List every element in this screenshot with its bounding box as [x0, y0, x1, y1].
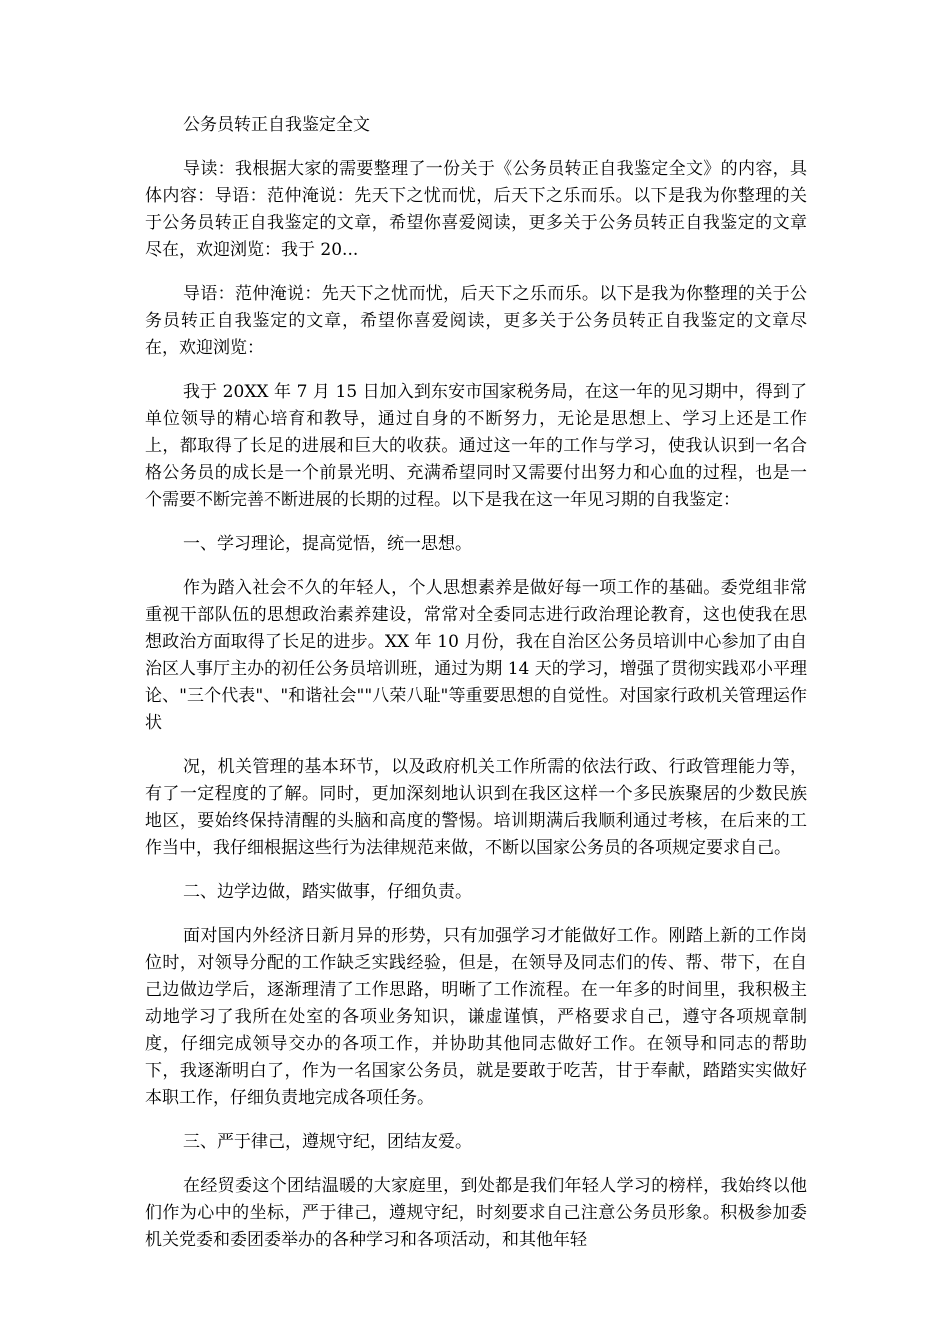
- body-paragraph: 在经贸委这个团结温暖的大家庭里，到处都是我们年轻人学习的榜样，我始终以他们作为心中的坐标，严于律己，遵规守纪，时刻要求自己注意公务员形象。积极参加委机关党委和委团委举办的各种学习和各项活动，和其他年轻: [145, 1176, 807, 1250]
- body-paragraph: 作为踏入社会不久的年轻人，个人思想素养是做好每一项工作的基础。委党组非常重视干部队伍的思想政治素养建设，常常对全委同志进行政治理论教育，这也使我在思想政治方面取得了长足的进步。XX 年 10 月份，我在自治区公务员培训中心参加了由自治区人事厅主办的初任公务员培训班，通过为期 14 天的学习，增强了贯彻实践邓小平理论、"三个代表"、"和谐社会""八荣八耻"等重要思想的自觉性。对国家行政机关管理运作状: [145, 578, 807, 733]
- document-body: [145, 112, 807, 1271]
- document-title: 公务员转正自我鉴定全文: [183, 115, 370, 135]
- section-heading-2: 二、边学边做，踏实做事，仔细负责。: [183, 882, 472, 902]
- section-heading-3: 三、严于律己，遵规守纪，团结友爱。: [183, 1132, 472, 1152]
- body-paragraph: 我于 20XX 年 7 月 15 日加入到东安市国家税务局，在这一年的见习期中，得到了单位领导的精心培育和教导，通过自身的不断努力，无论是思想上、学习上还是工作上，都取得了长足的进展和巨大的收获。通过这一年的工作与学习，使我认识到一名合格公务员的成长是一个前景光明、充满希望同时又需要付出努力和心血的过程，也是一个需要不断完善不断进展的长期的过程。以下是我在这一年见习期的自我鉴定：: [145, 382, 807, 510]
- body-paragraph: 况，机关管理的基本环节，以及政府机关工作所需的依法行政、行政管理能力等，有了一定程度的了解。同时，更加深刻地认识到在我区这样一个多民族聚居的少数民族地区，要始终保持清醒的头脑和高度的警惕。培训期满后我顺利通过考核，在后来的工作当中，我仔细根据这些行为法律规范来做，不断以国家公务员的各项规定要求自己。: [145, 757, 807, 858]
- section-heading-1: 一、学习理论，提高觉悟，统一思想。: [183, 534, 472, 554]
- body-paragraph: 面对国内外经济日新月异的形势，只有加强学习才能做好工作。刚踏上新的工作岗位时，对领导分配的工作缺乏实践经验，但是，在领导及同志们的传、帮、带下，在自己边做边学后，逐渐理清了工作思路，明晰了工作流程。在一年多的时间里，我积极主动地学习了我所在处室的各项业务知识，谦虚谨慎，严格要求自己，遵守各项规章制度，仔细完成领导交办的各项工作，并协助其他同志做好工作。在领导和同志的帮助下，我逐渐明白了，作为一名国家公务员，就是要敢于吃苦，甘于奉献，踏踏实实做好本职工作，仔细负责地完成各项任务。: [145, 926, 807, 1108]
- intro-paragraph: 导读：我根据大家的需要整理了一份关于《公务员转正自我鉴定全文》的内容，具体内容：导语：范仲淹说：先天下之忧而忧，后天下之乐而乐。以下是我为你整理的关于公务员转正自我鉴定的文章，希望你喜爱阅读，更多关于公务员转正自我鉴定的文章尽在，欢迎浏览：我于 20...: [145, 159, 807, 260]
- lead-paragraph: 导语：范仲淹说：先天下之忧而忧，后天下之乐而乐。以下是我为你整理的关于公务员转正自我鉴定的文章，希望你喜爱阅读，更多关于公务员转正自我鉴定的文章尽在，欢迎浏览：: [145, 284, 807, 358]
